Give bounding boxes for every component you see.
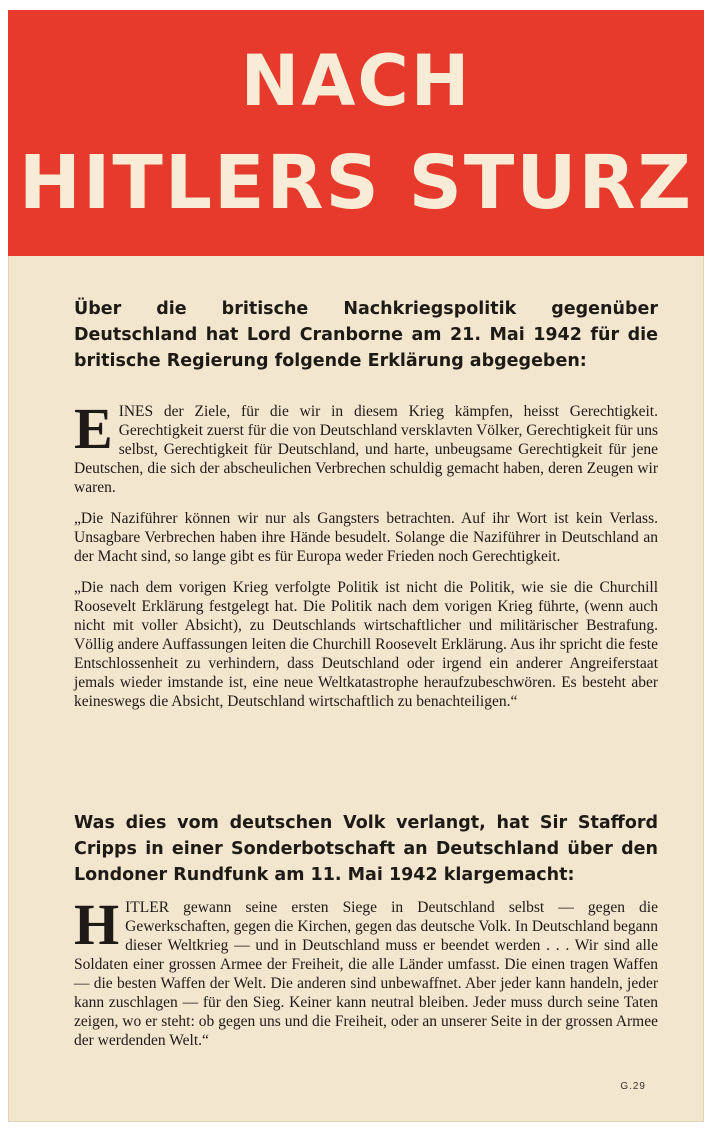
section2-paragraph-1-text: ITLER gewann seine ersten Siege in Deutschland selbst — gegen die Gewerkschaften, gegen die Kirchen, gegen das deutsche Volk. In Deutschland begann dieser Weltkrieg — und in Deutschland muss er beendet werden . . . Wir sind alle Soldaten einer grossen Armee der Freiheit, die alle Länder umfasst. Die einen tragen Waffen — die besten Waffen der Welt. Die anderen sind unbewaffnet. Aber jeder kann handeln, jeder kann zuschlagen — für den Sieg. Keiner kann neutral bleiben. Jeder muss durch seine Taten zeigen, wo er steht: ob gegen uns und die Freiheit, oder an unserer Seite in der grossen Armee der werdenden Welt.“ — [74, 899, 658, 1049]
section1-body — [74, 396, 658, 723]
section1-intro: Über die britische Nachkriegspolitik gegenüber Deutschland hat Lord Cranborne am 21. Mai 1942 für die britische Regierung folgende Erklärung abgegeben: — [74, 299, 658, 371]
section1-paragraph-3: „Die nach dem vorigen Krieg verfolgte Politik ist nicht die Politik, wie sie die Churchill Roosevelt Erklärung festgelegt hat. Die Politik nach dem vorigen Krieg führte, (wenn auch nicht mit voller Absicht), zu Deutschlands wirtschaftlicher und militärischer Bestrafung. Völlig andere Auffassungen leiten die Churchill Roosevelt Erklärung. Aus ihr spricht die feste Entschlossenheit zu verhindern, dass Deutschland oder irgend ein anderer Angreiferstaat jemals wieder imstande ist, eine neue Weltkatastrophe heraufzubeschwören. Es besteht aber keineswegs die Absicht, Deutschland wirtschaftlich zu benachteiligen.“ — [74, 579, 658, 710]
section1-paragraph-1 — [74, 396, 658, 497]
section1-paragraph-2: „Die Naziführer können wir nur als Gangsters betrachten. Auf ihr Wort ist kein Verlass. Unsagbare Verbrechen haben ihre Hände besudelt. Solange die Naziführer in Deutschland an der Macht sind, so lange gibt es für Europa weder Frieden noch Gerechtigkeit. — [74, 510, 658, 565]
section2-paragraph-1 — [74, 892, 658, 1050]
leaflet-sheet — [8, 10, 704, 1122]
dropcap-h: H — [74, 892, 120, 957]
dropcap-e: E — [74, 396, 113, 461]
section2-body — [74, 892, 658, 1062]
section1-paragraph-1-text: INES der Ziele, für die wir in diesem Krieg kämpfen, heisst Gerechtigkeit. Gerechtigkeit zuerst für die von Deutschland versklavten Völker, Gerechtigkeit für uns selbst, Gerechtigkeit für Deutschland, und harte, unbeugsame Gerechtigkeit für jene Deutschen, die sich der abscheulichen Verbrechen schuldig gemacht haben, deren Zeugen wir waren. — [74, 403, 658, 496]
section2-intro: Was dies vom deutschen Volk verlangt, hat Sir Stafford Cripps in einer Sonderbotschaft an Deutschland über den Londoner Rundfunk am 11. Mai 1942 klargemacht: — [74, 813, 658, 885]
title-line-1: NACH — [240, 40, 472, 122]
print-code: G.29 — [620, 1081, 646, 1092]
title-banner — [8, 10, 704, 256]
title-line-2: HITLERS STURZ — [18, 140, 694, 226]
